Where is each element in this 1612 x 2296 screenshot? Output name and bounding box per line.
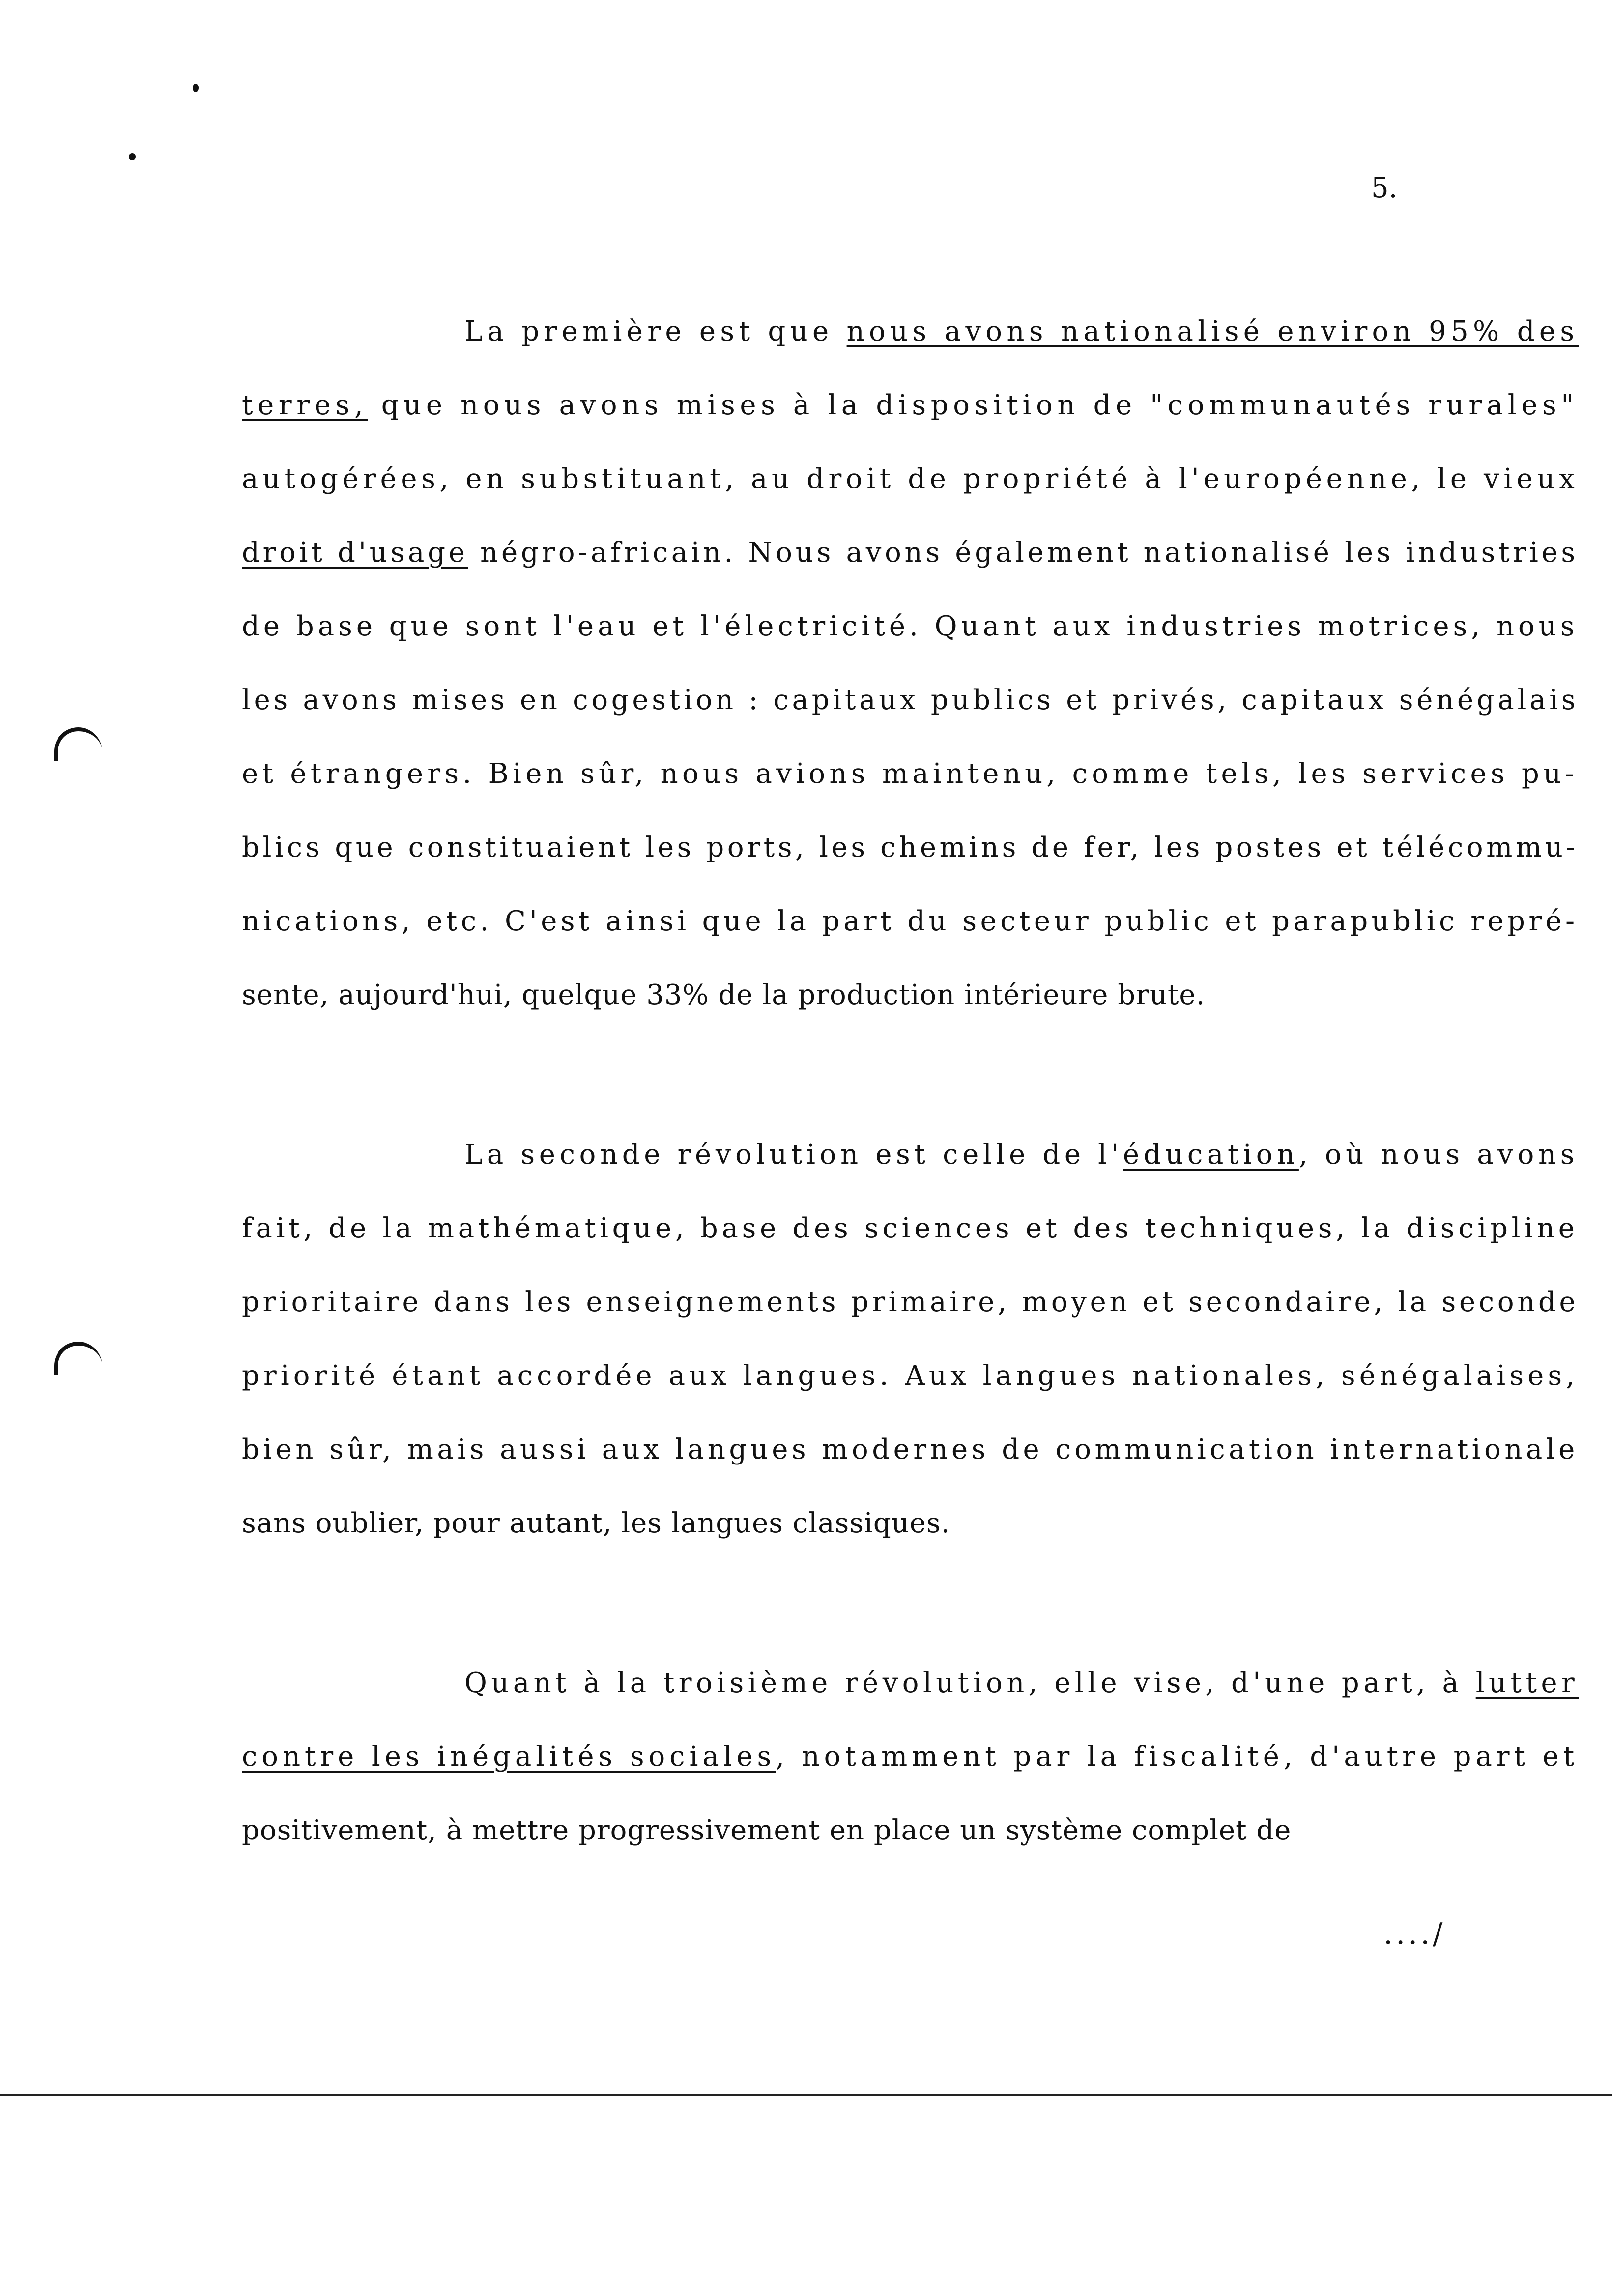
text-segment: priorité étant accordée aux langues. Aux langues nationales, sénégalaises, — [242, 1360, 1579, 1392]
text-line — [242, 757, 1579, 791]
text-line — [464, 1138, 1579, 1172]
underlined-text: lutter — [1475, 1667, 1579, 1699]
underlined-text: contre les inégalités sociales — [242, 1741, 776, 1773]
text-line — [242, 536, 1579, 570]
underlined-text: terres, — [242, 389, 368, 421]
text-line — [242, 1506, 950, 1541]
text-segment: et étrangers. Bien sûr, nous avions maintenu, comme tels, les services pu- — [242, 758, 1579, 790]
text-line — [242, 388, 1579, 423]
text-line — [242, 904, 1579, 939]
text-segment: blics que constituaient les ports, les chemins de fer, les postes et télécommu- — [242, 832, 1579, 863]
text-segment: positivement, à mettre progressivement en place un système complet de — [242, 1814, 1292, 1846]
text-segment: autogérées, en substituant, au droit de propriété à l'européenne, le vieux — [242, 463, 1579, 495]
text-segment: nications, etc. C'est ainsi que la part du secteur public et parapublic repré- — [242, 905, 1579, 937]
hole-punch-mark — [54, 1342, 102, 1375]
text-line — [242, 1211, 1579, 1246]
text-line — [464, 315, 1579, 349]
text-line — [242, 831, 1579, 865]
text-line — [242, 683, 1579, 718]
ink-dot — [129, 153, 136, 160]
text-segment: La première est que — [464, 316, 847, 347]
underlined-text: droit d'usage — [242, 537, 468, 569]
text-segment: sans oublier, pour autant, les langues classiques. — [242, 1507, 950, 1539]
text-line — [242, 978, 1205, 1012]
text-segment: de base que sont l'eau et l'électricité. Quant aux industries motrices, nous — [242, 610, 1579, 642]
text-segment: bien sûr, mais aussi aux langues modernes de communication internationale — [242, 1434, 1579, 1465]
text-line — [242, 609, 1579, 644]
continuation-mark: ..../ — [1383, 1917, 1446, 1951]
text-segment: que nous avons mises à la disposition de "communautés rurales" — [368, 389, 1579, 421]
page-bottom-rule — [0, 2094, 1612, 2096]
text-segment: , où nous avons — [1298, 1139, 1579, 1171]
text-segment: négro-africain. Nous avons également nationalisé les industries — [468, 537, 1579, 569]
text-line — [242, 1285, 1579, 1320]
hole-punch-mark — [54, 727, 102, 761]
text-line — [242, 1813, 1291, 1848]
text-line — [464, 1666, 1579, 1700]
text-segment: fait, de la mathématique, base des sciences et des techniques, la discipline — [242, 1212, 1579, 1244]
text-segment: sente, aujourd'hui, quelque 33% de la production intérieure brute. — [242, 979, 1206, 1011]
text-segment: Quant à la troisième révolution, elle vise, d'une part, à — [464, 1667, 1476, 1699]
underlined-text: éducation — [1123, 1139, 1299, 1171]
text-segment: La seconde révolution est celle de l' — [464, 1139, 1123, 1171]
ink-dot — [193, 84, 199, 92]
text-segment: les avons mises en cogestion : capitaux publics et privés, capitaux sénégalais — [242, 684, 1579, 716]
text-line — [242, 1433, 1579, 1467]
text-line — [242, 462, 1579, 496]
text-segment: , notamment par la fiscalité, d'autre part et — [776, 1741, 1579, 1773]
text-line — [242, 1359, 1579, 1393]
text-segment: prioritaire dans les enseignements primaire, moyen et secondaire, la seconde — [242, 1286, 1579, 1318]
page-number: 5. — [1371, 172, 1398, 204]
text-line — [242, 1740, 1579, 1774]
underlined-text: nous avons nationalisé environ 95% des — [846, 316, 1579, 347]
